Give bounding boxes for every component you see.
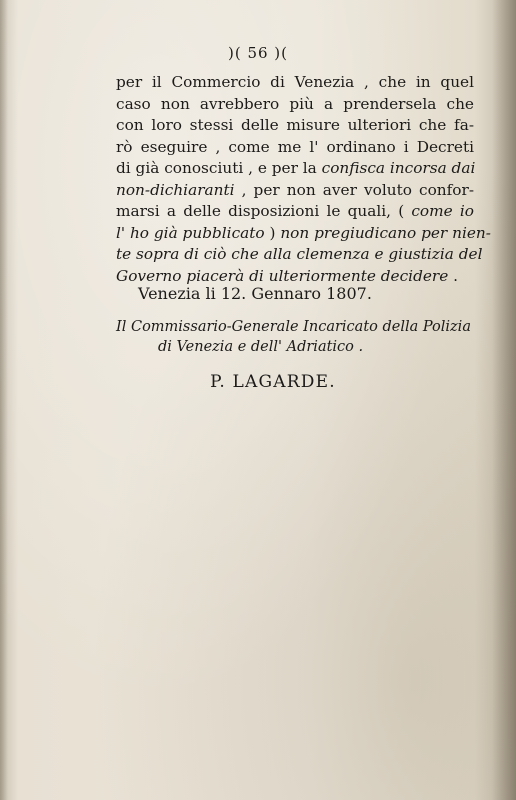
italic-text: non-dichiaranti (116, 180, 235, 199)
text-line (116, 94, 474, 116)
page-left-edge (0, 0, 8, 800)
italic-text: l' ho già pubblicato (116, 223, 265, 242)
italic-text: te sopra di ciò che alla clemenza e giustizia del (116, 245, 483, 263)
roman-text: rò eseguire , come me l' ordinano i Decreti (116, 137, 474, 156)
signatory-name: P. LAGARDE. (210, 372, 336, 392)
page-number: )( 56 )( (227, 44, 289, 62)
text-line (116, 201, 474, 223)
roman-text: . (448, 266, 459, 285)
body-text (116, 72, 491, 287)
signature-title-line1: Il Commissario-Generale Incaricato della Polizia (116, 319, 471, 335)
text-line (116, 180, 474, 202)
page-right-shadow (492, 0, 516, 800)
document-date: Venezia li 12. Gennaro 1807. (138, 284, 372, 303)
roman-text: per il Commercio di Venezia , che in quel (116, 73, 474, 91)
italic-text: confisca incorsa dai (321, 159, 476, 177)
text-line (116, 244, 483, 266)
text-line (116, 115, 474, 137)
text-line (116, 72, 474, 94)
text-line (116, 223, 491, 245)
text-line (116, 158, 474, 180)
roman-text: di già conosciuti , e per la (116, 159, 322, 177)
italic-text: Governo piacerà di ulteriormente decidere (116, 266, 449, 285)
roman-text: con loro stessi delle misure ulteriori che fa- (116, 116, 474, 134)
signature-title-line2: di Venezia e dell' Adriatico . (158, 339, 364, 355)
italic-text: non pregiudicano per nien- (280, 223, 491, 242)
roman-text: caso non avrebbero più a prendersela che (116, 94, 474, 113)
italic-text: come io (411, 202, 474, 220)
roman-text: ) (264, 223, 281, 242)
roman-text: marsi a delle disposizioni le quali, ( (116, 202, 412, 220)
roman-text: , per non aver voluto confor- (234, 180, 474, 199)
text-line (116, 137, 474, 159)
